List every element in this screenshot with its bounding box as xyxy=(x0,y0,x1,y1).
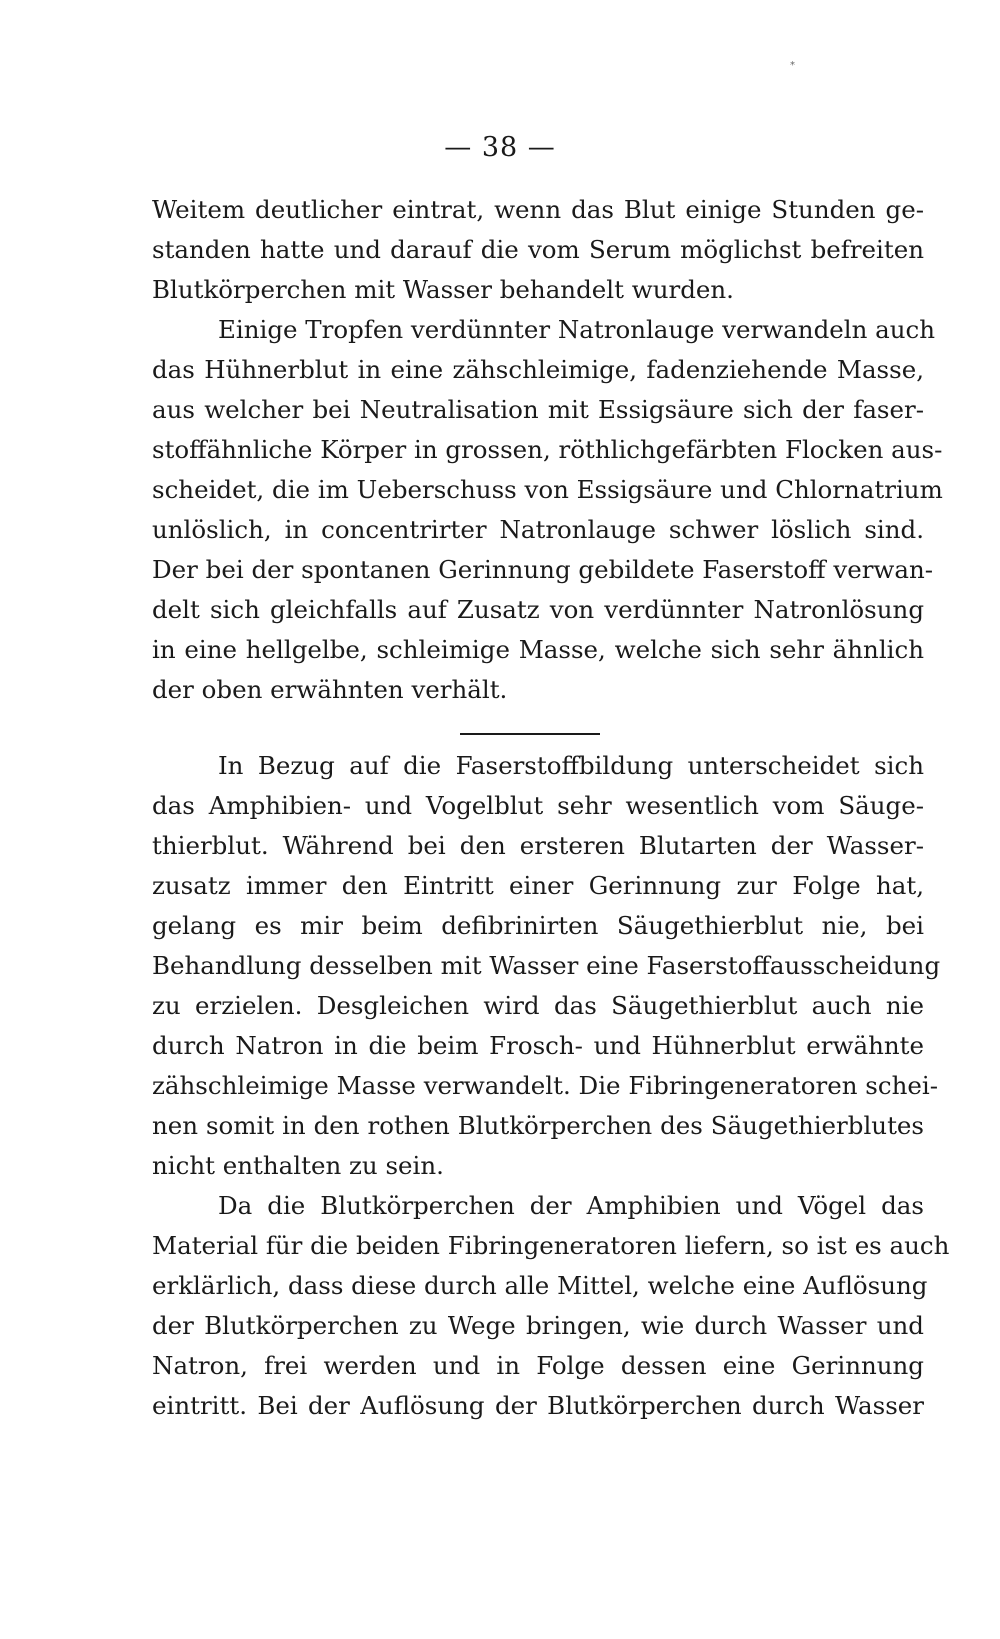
text-line: Natron, frei werden und in Folge dessen eine Gerinnung xyxy=(152,1351,924,1380)
text-line: Behandlung desselben mit Wasser eine Faserstoffausscheidung xyxy=(152,951,941,980)
text-line: stoffähnliche Körper in grossen, röthlichgefärbten Flocken aus- xyxy=(152,435,943,464)
text-line: das Amphibien- und Vogelblut sehr wesentlich vom Säuge- xyxy=(152,791,924,820)
text-line: scheidet, die im Ueberschuss von Essigsäure und Chlornatrium xyxy=(152,475,943,504)
text-line: thierblut. Während bei den ersteren Blutarten der Wasser- xyxy=(152,831,924,860)
text-line: zu erzielen. Desgleichen wird das Säugethierblut auch nie xyxy=(152,991,924,1020)
text-line: nen somit in den rothen Blutkörperchen des Säugethierblutes xyxy=(152,1111,924,1140)
paragraph-start-line: Einige Tropfen verdünnter Natronlauge verwandeln auch xyxy=(218,315,936,344)
text-line: gelang es mir beim defibrinirten Säugethierblut nie, bei xyxy=(152,911,924,940)
text-line: in eine hellgelbe, schleimige Masse, welche sich sehr ähnlich xyxy=(152,635,924,664)
page-number: — 38 — xyxy=(444,132,556,163)
text-line: zusatz immer den Eintritt einer Gerinnung zur Folge hat, xyxy=(152,871,924,900)
text-line: erklärlich, dass diese durch alle Mittel, welche eine Auflösung xyxy=(152,1271,928,1300)
text-line: Weitem deutlicher eintrat, wenn das Blut einige Stunden ge- xyxy=(152,195,924,224)
corner-mark: * xyxy=(790,60,795,71)
text-line: unlöslich, in concentrirter Natronlauge schwer löslich sind. xyxy=(152,515,924,544)
text-line: standen hatte und darauf die vom Serum möglichst befreiten xyxy=(152,235,924,264)
text-line: durch Natron in die beim Frosch- und Hühnerblut erwähnte xyxy=(152,1031,924,1060)
text-line: Material für die beiden Fibringeneratoren liefern, so ist es auch xyxy=(152,1231,950,1260)
section-divider xyxy=(460,733,600,735)
text-section-1 xyxy=(152,190,943,710)
text-line: delt sich gleichfalls auf Zusatz von verdünnter Natronlösung xyxy=(152,595,924,624)
text-section-2 xyxy=(152,746,950,1426)
paragraph-start-line: Da die Blutkörperchen der Amphibien und Vögel das xyxy=(218,1191,924,1220)
text-line: eintritt. Bei der Auflösung der Blutkörperchen durch Wasser xyxy=(152,1391,924,1420)
text-line: aus welcher bei Neutralisation mit Essigsäure sich der faser- xyxy=(152,395,924,424)
text-line: nicht enthalten zu sein. xyxy=(152,1151,444,1180)
text-line: das Hühnerblut in eine zähschleimige, fadenziehende Masse, xyxy=(152,355,924,384)
text-line: zähschleimige Masse verwandelt. Die Fibringeneratoren schei- xyxy=(152,1071,938,1100)
text-line: Der bei der spontanen Gerinnung gebildete Faserstoff verwan- xyxy=(152,555,934,584)
text-line: Blutkörperchen mit Wasser behandelt wurden. xyxy=(152,275,734,304)
paragraph-start-line: In Bezug auf die Faserstoffbildung unterscheidet sich xyxy=(218,751,924,780)
text-line: der Blutkörperchen zu Wege bringen, wie durch Wasser und xyxy=(152,1311,924,1340)
text-line: der oben erwähnten verhält. xyxy=(152,675,508,704)
